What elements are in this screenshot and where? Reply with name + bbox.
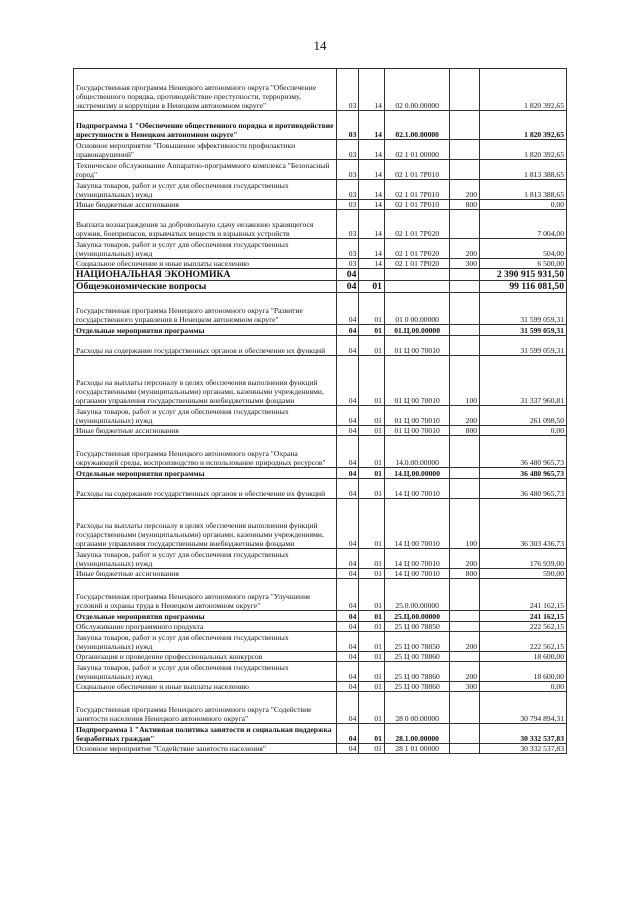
row-expense-type — [450, 281, 480, 293]
page-number: 14 — [313, 38, 327, 53]
row-section-code: 04 — [336, 499, 359, 549]
row-expense-type: 200 — [450, 549, 480, 569]
row-target-code: 14 Ц 00 70010 — [384, 479, 449, 499]
row-amount: 261 098,50 — [480, 406, 567, 426]
row-name: Государственная программа Ненецкого автономного округа "Содействие занятости населения Ненецкого автономного округа" — [74, 692, 337, 724]
table-row — [74, 499, 567, 549]
row-name: Закупка товаров, работ и услуг для обеспечения государственных (муниципальных) нужд — [74, 239, 337, 259]
table-row — [74, 632, 567, 652]
row-amount: 1 820 392,65 — [480, 69, 567, 111]
row-target-code: 02 1 01 7Р010 — [384, 200, 449, 210]
row-name: Государственная программа Ненецкого автономного округа "Обеспечение общественного порядка, противодействие преступности, терроризму, экстремизму и коррупции в Ненецком автономном округе" — [74, 69, 337, 111]
row-amount: 241 162,15 — [480, 611, 567, 622]
row-name: Отдельные мероприятия программы — [74, 325, 337, 336]
table-row — [74, 210, 567, 239]
row-target-code — [384, 269, 449, 281]
table-row — [74, 436, 567, 468]
table-row — [74, 406, 567, 426]
row-expense-type — [450, 293, 480, 325]
row-expense-type — [450, 652, 480, 662]
row-section-code: 04 — [336, 293, 359, 325]
row-expense-type — [450, 436, 480, 468]
table-row — [74, 468, 567, 479]
row-section-code: 04 — [336, 356, 359, 406]
row-subsection-code: 14 — [359, 140, 385, 160]
row-amount: 2 390 915 931,50 — [480, 269, 567, 281]
row-amount: 504,00 — [480, 239, 567, 259]
row-expense-type — [450, 69, 480, 111]
table-row — [74, 479, 567, 499]
row-amount: 31 599 059,31 — [480, 336, 567, 356]
row-subsection-code: 01 — [359, 652, 385, 662]
row-subsection-code: 01 — [359, 436, 385, 468]
row-target-code: 02 1 01 7Р020 — [384, 259, 449, 269]
row-target-code: 02 0.00.00000 — [384, 69, 449, 111]
row-amount: 31 599 059,31 — [480, 325, 567, 336]
row-section-code: 04 — [336, 579, 359, 611]
row-name: Социальное обеспечение и иные выплаты населению — [74, 682, 337, 692]
row-subsection-code: 01 — [359, 579, 385, 611]
table-row — [74, 200, 567, 210]
table-row — [74, 336, 567, 356]
row-section-code: 04 — [336, 692, 359, 724]
row-expense-type — [450, 611, 480, 622]
row-subsection-code: 01 — [359, 426, 385, 436]
row-expense-type — [450, 140, 480, 160]
row-section-code: 03 — [336, 140, 359, 160]
row-target-code: 25.0.00.00000 — [384, 579, 449, 611]
row-subsection-code: 14 — [359, 160, 385, 180]
row-name: Иные бюджетные ассигнования — [74, 200, 337, 210]
table-row — [74, 356, 567, 406]
row-subsection-code: 14 — [359, 239, 385, 259]
row-amount: 0,00 — [480, 200, 567, 210]
row-section-code: 04 — [336, 281, 359, 293]
row-subsection-code: 01 — [359, 293, 385, 325]
row-target-code: 28.1.00.00000 — [384, 724, 449, 744]
row-subsection-code: 01 — [359, 692, 385, 724]
budget-table — [73, 68, 567, 754]
row-amount: 1 813 388,65 — [480, 160, 567, 180]
row-amount: 31 337 960,81 — [480, 356, 567, 406]
row-target-code: 01 Ц 00 70010 — [384, 356, 449, 406]
row-section-code: 03 — [336, 259, 359, 269]
row-target-code: 01 Ц 00 70010 — [384, 336, 449, 356]
row-name: Отдельные мероприятия программы — [74, 611, 337, 622]
row-subsection-code: 14 — [359, 180, 385, 200]
row-expense-type: 200 — [450, 632, 480, 652]
row-subsection-code: 01 — [359, 499, 385, 549]
table-row — [74, 549, 567, 569]
row-subsection-code: 01 — [359, 281, 385, 293]
table-row — [74, 652, 567, 662]
row-subsection-code: 01 — [359, 479, 385, 499]
row-subsection-code: 01 — [359, 662, 385, 682]
row-section-code: 04 — [336, 662, 359, 682]
row-section-code: 04 — [336, 724, 359, 744]
row-amount: 222 562,15 — [480, 632, 567, 652]
table-row — [74, 69, 567, 111]
table-row — [74, 662, 567, 682]
row-subsection-code: 01 — [359, 569, 385, 579]
row-expense-type: 100 — [450, 356, 480, 406]
row-subsection-code: 14 — [359, 200, 385, 210]
row-target-code: 01 Ц 00 70010 — [384, 406, 449, 426]
row-name: Иные бюджетные ассигнования — [74, 569, 337, 579]
row-expense-type — [450, 111, 480, 140]
row-name: Государственная программа Ненецкого автономного округа "Охрана окружающей среды, воспроизводство и использование природных ресурсов" — [74, 436, 337, 468]
row-expense-type — [450, 479, 480, 499]
row-name: Обслуживание программного продукта — [74, 622, 337, 632]
table-row — [74, 293, 567, 325]
row-section-code: 04 — [336, 682, 359, 692]
row-section-code: 04 — [336, 426, 359, 436]
row-section-code: 04 — [336, 622, 359, 632]
row-subsection-code: 01 — [359, 622, 385, 632]
row-expense-type: 300 — [450, 682, 480, 692]
row-target-code: 14.Ц.00.00000 — [384, 468, 449, 479]
table-row — [74, 682, 567, 692]
row-amount: 30 794 894,31 — [480, 692, 567, 724]
row-name: Закупка товаров, работ и услуг для обеспечения государственных (муниципальных) нужд — [74, 632, 337, 652]
row-target-code: 25 Ц 00 78850 — [384, 632, 449, 652]
row-expense-type: 800 — [450, 569, 480, 579]
row-subsection-code — [359, 269, 385, 281]
row-name: Иные бюджетные ассигнования — [74, 426, 337, 436]
row-expense-type — [450, 692, 480, 724]
row-amount: 1 820 392,65 — [480, 140, 567, 160]
row-target-code: 25.Ц.00.00000 — [384, 611, 449, 622]
row-target-code: 28 1 01 00000 — [384, 744, 449, 754]
row-section-code: 04 — [336, 632, 359, 652]
row-expense-type: 100 — [450, 499, 480, 549]
row-subsection-code: 01 — [359, 468, 385, 479]
row-target-code: 25 Ц 00 78860 — [384, 662, 449, 682]
row-expense-type — [450, 269, 480, 281]
row-expense-type — [450, 744, 480, 754]
table-row — [74, 160, 567, 180]
row-amount: 36 480 965,73 — [480, 468, 567, 479]
row-expense-type — [450, 210, 480, 239]
row-amount: 0,00 — [480, 426, 567, 436]
row-name: Государственная программа Ненецкого автономного округа "Развитие государственного управления в Ненецком автономном округе" — [74, 293, 337, 325]
row-amount: 36 480 965,73 — [480, 436, 567, 468]
row-amount: 36 303 436,73 — [480, 499, 567, 549]
row-expense-type — [450, 579, 480, 611]
row-subsection-code: 01 — [359, 356, 385, 406]
row-target-code: 02 1 01 7Р010 — [384, 160, 449, 180]
row-amount: 241 162,15 — [480, 579, 567, 611]
row-section-code: 04 — [336, 611, 359, 622]
row-expense-type — [450, 160, 480, 180]
row-expense-type — [450, 336, 480, 356]
table-row — [74, 622, 567, 632]
row-expense-type: 300 — [450, 259, 480, 269]
row-amount: 1 820 392,65 — [480, 111, 567, 140]
row-name: Расходы на выплаты персоналу в целях обеспечения выполнения функций государственными (муниципальными) органами, казенными учреждениями, органами управления государственными внебюджетными фондами — [74, 356, 337, 406]
row-subsection-code: 14 — [359, 259, 385, 269]
row-section-code: 04 — [336, 406, 359, 426]
row-section-code: 03 — [336, 200, 359, 210]
row-subsection-code: 01 — [359, 682, 385, 692]
table-row — [74, 611, 567, 622]
row-name: Техническое обслуживание Аппаратно-программного комплекса "Безопасный город" — [74, 160, 337, 180]
row-section-code: 03 — [336, 160, 359, 180]
row-target-code: 02.1.00.00000 — [384, 111, 449, 140]
table-row — [74, 180, 567, 200]
row-target-code: 02 1 01 7Р020 — [384, 239, 449, 259]
row-expense-type — [450, 325, 480, 336]
row-target-code: 28 0 00.00000 — [384, 692, 449, 724]
row-section-code: 03 — [336, 69, 359, 111]
row-target-code: 14.0.00.00000 — [384, 436, 449, 468]
row-section-code: 04 — [336, 549, 359, 569]
row-section-code: 04 — [336, 269, 359, 281]
row-amount: 18 600,00 — [480, 662, 567, 682]
row-amount: 6 500,00 — [480, 259, 567, 269]
row-name: Подпрограмма 1 "Обеспечение общественного порядка и противодействие преступности в Ненецком автономном округе" — [74, 111, 337, 140]
row-amount: 36 480 965,73 — [480, 479, 567, 499]
row-expense-type — [450, 622, 480, 632]
table-row — [74, 325, 567, 336]
table-row — [74, 111, 567, 140]
row-subsection-code: 01 — [359, 549, 385, 569]
row-target-code: 25 Ц 00 78860 — [384, 682, 449, 692]
table-row — [74, 140, 567, 160]
budget-table-body — [74, 69, 567, 754]
row-name: Выплата вознаграждения за добровольную сдачу незаконно хранящегося оружия, боеприпасов, взрывчатых веществ и взрывных устройств — [74, 210, 337, 239]
row-amount: 30 332 537,83 — [480, 724, 567, 744]
table-row — [74, 426, 567, 436]
row-expense-type: 200 — [450, 406, 480, 426]
row-section-code: 04 — [336, 436, 359, 468]
row-subsection-code: 01 — [359, 724, 385, 744]
row-name: Расходы на содержание государственных органов и обеспечение их функций — [74, 336, 337, 356]
row-target-code: 25 Ц 00 78850 — [384, 622, 449, 632]
row-section-code: 04 — [336, 479, 359, 499]
row-name: Закупка товаров, работ и услуг для обеспечения государственных (муниципальных) нужд — [74, 406, 337, 426]
table-row — [74, 239, 567, 259]
row-section-code: 03 — [336, 111, 359, 140]
row-name: Основное мероприятие "Повышение эффективности профилактики правонарушений" — [74, 140, 337, 160]
row-name: Общеэкономические вопросы — [74, 281, 337, 293]
row-target-code: 02 1 01 7Р010 — [384, 180, 449, 200]
row-amount: 99 116 081,50 — [480, 281, 567, 293]
row-subsection-code: 14 — [359, 69, 385, 111]
row-section-code: 04 — [336, 744, 359, 754]
table-row — [74, 744, 567, 754]
row-name: Закупка товаров, работ и услуг для обеспечения государственных (муниципальных) нужд — [74, 549, 337, 569]
row-target-code: 01 0 00.00000 — [384, 293, 449, 325]
table-row — [74, 692, 567, 724]
row-expense-type: 200 — [450, 662, 480, 682]
row-amount: 0,00 — [480, 682, 567, 692]
row-name: Расходы на содержание государственных органов и обеспечение их функций — [74, 479, 337, 499]
row-amount: 18 600,00 — [480, 652, 567, 662]
row-name: Подпрограмма 1 "Активная политика занятости и социальная поддержка безработных граждан" — [74, 724, 337, 744]
row-subsection-code: 14 — [359, 111, 385, 140]
row-name: Расходы на выплаты персоналу в целях обеспечения выполнения функций государственными (муниципальными) органами, казенными учреждениями, органами управления государственными внебюджетными фондами — [74, 499, 337, 549]
row-expense-type — [450, 724, 480, 744]
row-target-code: 01.Ц.00.00000 — [384, 325, 449, 336]
row-name: Основное мероприятие "Содействие занятости населения" — [74, 744, 337, 754]
row-target-code: 02 1 01 7Р020 — [384, 210, 449, 239]
row-section-code: 04 — [336, 325, 359, 336]
row-subsection-code: 14 — [359, 210, 385, 239]
row-subsection-code: 01 — [359, 632, 385, 652]
row-expense-type — [450, 468, 480, 479]
row-target-code: 14 Ц 00 70010 — [384, 549, 449, 569]
row-target-code — [384, 281, 449, 293]
row-target-code: 14 Ц 00 70010 — [384, 569, 449, 579]
row-section-code: 03 — [336, 180, 359, 200]
row-subsection-code: 01 — [359, 325, 385, 336]
row-subsection-code: 01 — [359, 611, 385, 622]
row-name: Организация и проведение профессиональных конкурсов — [74, 652, 337, 662]
row-name: Социальное обеспечение и иные выплаты населению — [74, 259, 337, 269]
row-section-code: 04 — [336, 569, 359, 579]
table-row — [74, 579, 567, 611]
row-target-code: 14 Ц 00 70010 — [384, 499, 449, 549]
table-row — [74, 569, 567, 579]
row-subsection-code: 01 — [359, 336, 385, 356]
table-row — [74, 281, 567, 293]
row-name: Отдельные мероприятия программы — [74, 468, 337, 479]
row-amount: 7 004,00 — [480, 210, 567, 239]
row-subsection-code: 01 — [359, 744, 385, 754]
row-section-code: 04 — [336, 468, 359, 479]
row-name: Закупка товаров, работ и услуг для обеспечения государственных (муниципальных) нужд — [74, 662, 337, 682]
row-expense-type: 800 — [450, 426, 480, 436]
row-section-code: 03 — [336, 210, 359, 239]
row-amount: 1 813 388,65 — [480, 180, 567, 200]
row-target-code: 25 Ц 00 78860 — [384, 652, 449, 662]
table-row — [74, 259, 567, 269]
row-target-code: 01 Ц 00 70010 — [384, 426, 449, 436]
row-section-code: 04 — [336, 336, 359, 356]
row-amount: 590,00 — [480, 569, 567, 579]
row-expense-type: 200 — [450, 180, 480, 200]
row-expense-type: 800 — [450, 200, 480, 210]
row-name: Государственная программа Ненецкого автономного округа "Улучшение условий и охраны труда в Ненецком автономном округе" — [74, 579, 337, 611]
row-name: НАЦИОНАЛЬНАЯ ЭКОНОМИКА — [74, 269, 337, 281]
table-row — [74, 724, 567, 744]
row-name: Закупка товаров, работ и услуг для обеспечения государственных (муниципальных) нужд — [74, 180, 337, 200]
row-section-code: 04 — [336, 652, 359, 662]
row-section-code: 03 — [336, 239, 359, 259]
row-subsection-code: 01 — [359, 406, 385, 426]
table-row — [74, 269, 567, 281]
row-amount: 30 332 537,83 — [480, 744, 567, 754]
row-amount: 31 599 059,31 — [480, 293, 567, 325]
row-target-code: 02 1 01 00000 — [384, 140, 449, 160]
row-expense-type: 200 — [450, 239, 480, 259]
row-amount: 176 939,00 — [480, 549, 567, 569]
row-amount: 222 562,15 — [480, 622, 567, 632]
